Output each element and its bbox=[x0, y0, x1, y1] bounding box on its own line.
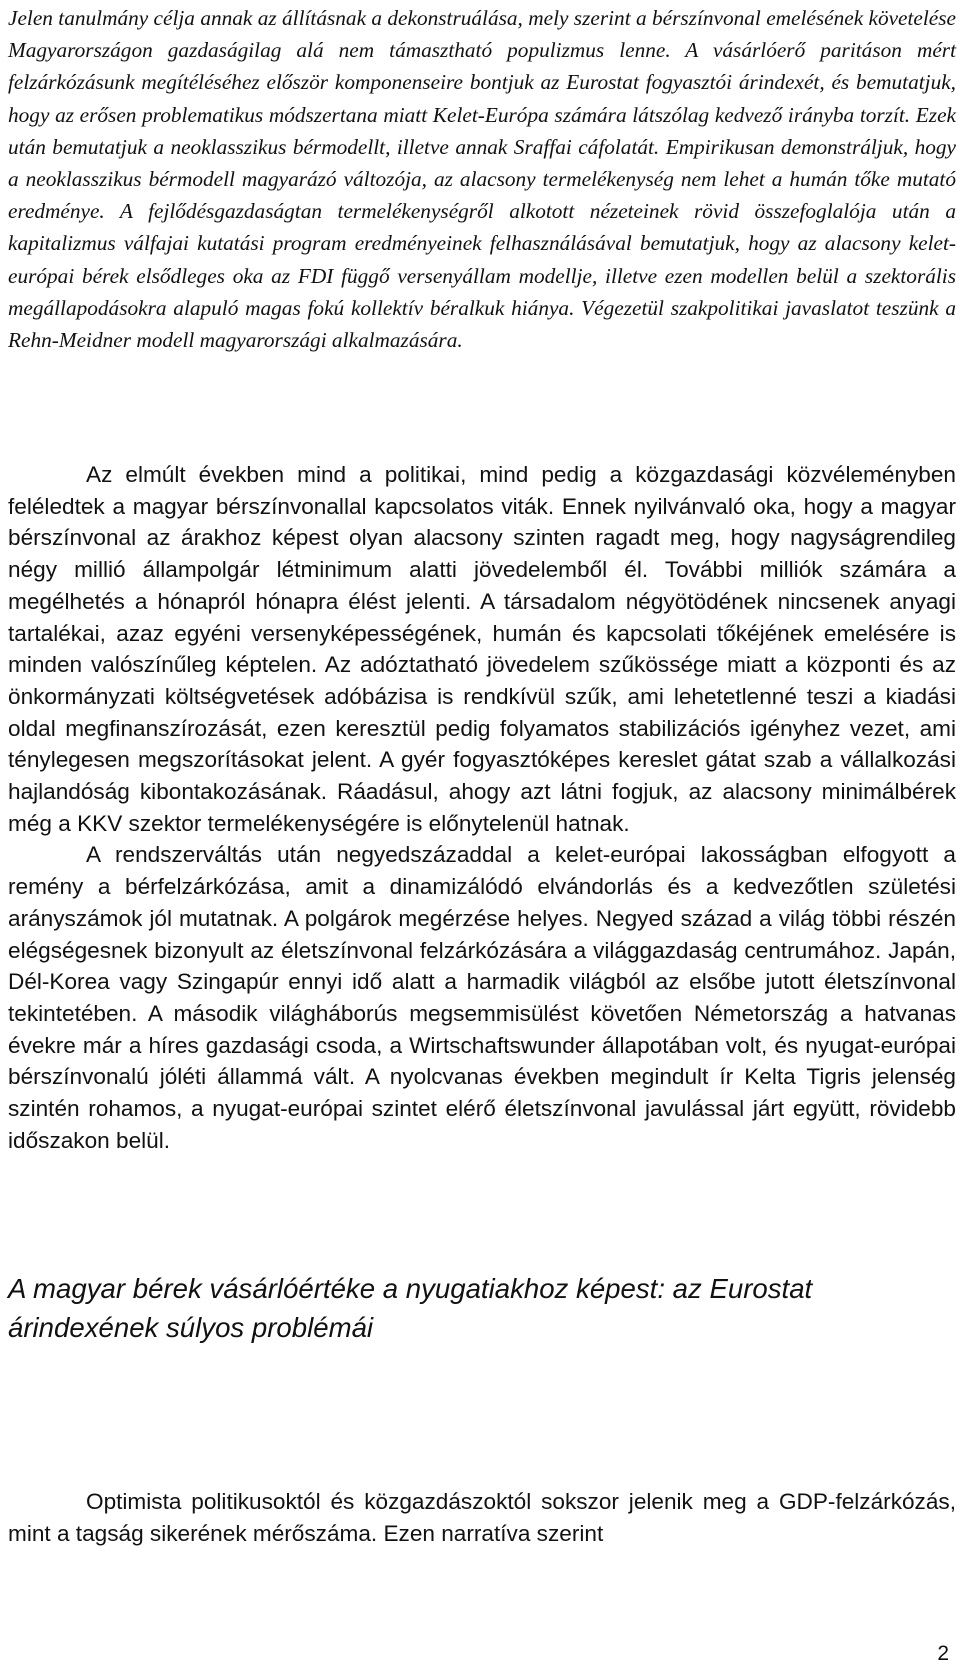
section-heading: A magyar bérek vásárlóértéke a nyugatiakhoz képest: az Eurostat árindexének súlyos problémái bbox=[8, 1273, 813, 1343]
intro-text bbox=[8, 459, 956, 1156]
paragraph: Optimista politikusoktól és közgazdászoktól sokszor jelenik meg a GDP-felzárkózás, mint a tagság sikerének mérőszáma. Ezen narratíva szerint bbox=[8, 1489, 956, 1546]
page-number: 2 bbox=[937, 1642, 949, 1665]
paragraph: Az elmúlt években mind a politikai, mind pedig a közgazdasági közvéleményben feléledtek a magyar bérszínvonallal kapcsolatos viták. Ennek nyilvánvaló oka, hogy a magyar bérszínvonal az árakhoz képest olyan alacsony szinten ragadt meg, hogy nagyságrendileg négy millió állampolgár létminimum alatti jövedelemből él. További milliók számára a megélhetés a hónapról hónapra élést jelenti. A társadalom négyötödének nincsenek anyagi tartalékai, azaz egyéni versenyképességének, humán és kapcsolati tőkéjének emelésére is minden valószínűleg képtelen. Az adóztatható jövedelem szűkössége miatt a központi és az önkormányzati költségvetések adóbázisa is rendkívül szűk, ami lehetetlenné teszi a kiadási oldal megfinanszírozását, ezen keresztül pedig folyamatos stabilizációs igényhez vezet, ami ténylegesen megszorításokat jelent. A gyér fogyasztóképes kereslet gátat szab a vállalkozási hajlandóság kibontakozásának. Ráadásul, ahogy azt látni fogjuk, az alacsony minimálbérek még a KKV szektor termelékenységére is előnytelenül hatnak. bbox=[8, 462, 956, 836]
abstract: Jelen tanulmány célja annak az állításnak a dekonstruálása, mely szerint a bérszínvonal emelésének követelése Magyarországon gazdaságilag alá nem támasztható populizmus lenne. A vásárlóerő paritáson mért felzárkózásunk megítéléséhez először komponenseire bontjuk az Eurostat fogyasztói árindexét, és bemutatjuk, hogy az erősen problematikus módszertana miatt Kelet-Európa számára látszólag kedvező irányba torzít. Ezek után bemutatjuk a neoklasszikus bérmodellt, illetve annak Sraffai cáfolatát. Empirikusan demonstráljuk, hogy a neoklasszikus bérmodell magyarázó változója, az alacsony termelékenység nem lehet a humán tőke mutató eredménye. A fejlődésgazdaságtan termelékenységről alkotott nézeteinek rövid összefoglalója után a kapitalizmus válfajai kutatási program eredményeinek felhasználásával bemutatjuk, hogy az alacsony kelet-európai bérek elsődleges oka az FDI függő versenyállam modellje, illetve ezen modellen belül a szektorális megállapodásokra alapuló magas fokú kollektív béralkuk hiánya. Végezetül szakpolitikai javaslatot teszünk a Rehn-Meidner modell magyarországi alkalmazására. bbox=[8, 6, 956, 353]
paragraph: A rendszerváltás után negyedszázaddal a kelet-európai lakosságban elfogyott a remény a bérfelzárkózása, amit a dinamizálódó elvándorlás és a kedvezőtlen születési arányszámok jól mutatnak. A polgárok megérzése helyes. Negyed század a világ többi részén elégségesnek bizonyult az életszínvonal felzárkózására a világgazdaság centrumához. Japán, Dél-Korea vagy Szingapúr ennyi idő alatt a harmadik világból az elsőbe jutott életszínvonal tekintetében. A második világháborús megsemmisülést követően Németország a hatvanas évekre már a híres gazdasági csoda, a Wirtschaftswunder állapotában volt, és nyugat-európai bérszínvonalú jóléti állammá vált. A nyolcvanas években megindult ír Kelta Tigris jelenség szintén rohamos, a nyugat-európai szintet elérő életszínvonal javulással járt együtt, rövidebb időszakon belül. bbox=[8, 842, 956, 1153]
section-text bbox=[8, 1486, 956, 1549]
